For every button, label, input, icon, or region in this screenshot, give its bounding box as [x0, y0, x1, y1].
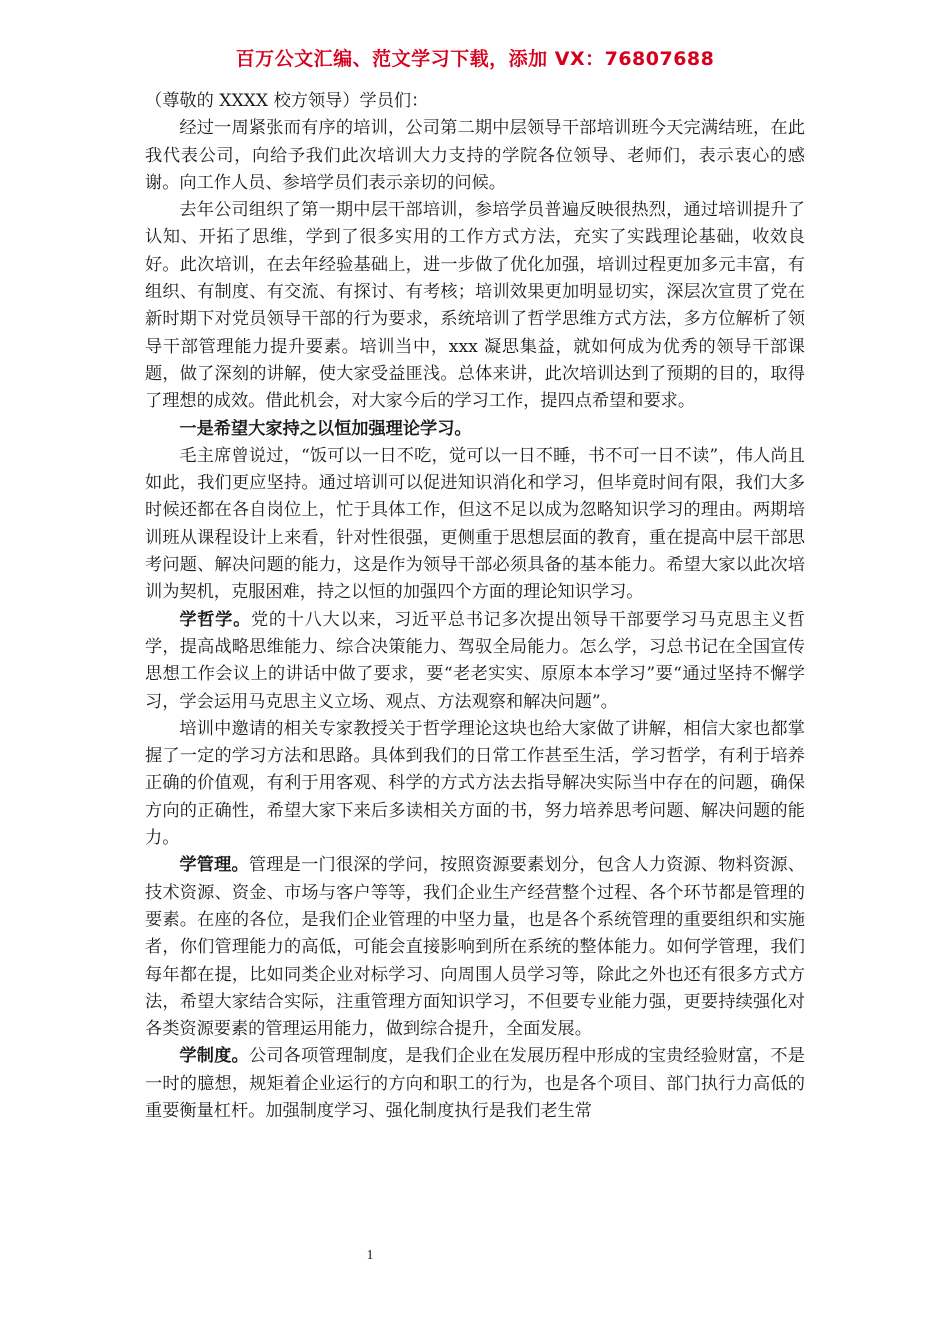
lead-philosophy: 学哲学。 — [179, 609, 251, 630]
paragraph-management-text: 管理是一门很深的学问，按照资源要素划分，包含人力资源、物料资源、技术资源、资金、市场与客户等等，我们企业生产经营整个过程、各个环节都是管理的要素。在座的各位，是我们企业管理的中坚力量，也是各个系统管理的重要组织和实施者，你们管理能力的高低，可能会直接影响到所在系统的整体能力。如何学管理，我们每年都在提，比如同类企业对标学习、向周围人员学习等，除此之外也还有很多方式方法，希望大家结合实际，注重管理方面知识学习，不但要专业能力强，更要持续强化对各类资源要素的管理运用能力，做到综合提升，全面发展。 — [145, 855, 805, 1040]
paragraph-management — [145, 852, 805, 1043]
paragraph-philosophy-training: 培训中邀请的相关专家教授关于哲学理论这块也给大家做了讲解，相信大家也都掌握了一定的学习方法和思路。具体到我们的日常工作甚至生活，学习哲学，有利于培养正确的价值观，有利于用客观、科学的方式方法去指导解决实际当中存在的问题，确保方向的正确性，希望大家下来后多读相关方面的书，努力培养思考问题、解决问题的能力。 — [145, 718, 805, 849]
paragraph-background: 去年公司组织了第一期中层干部培训，参培学员普遍反映很热烈，通过培训提升了认知、开拓了思维，学到了很多实用的工作方式方法，充实了实践理论基础，收效良好。此次培训，在去年经验基础上，进一步做了优化加强，培训过程更加多元丰富，有组织、有制度、有交流、有探讨、有考核；培训效果更加明显切实，深层次宣贯了党在新时期下对党员领导干部的行为要求，系统培训了哲学思维方式方法，多方位解析了领导干部管理能力提升要素。培训当中，xxx 凝思集益，就如何成为优秀的领导干部课题，做了深刻的讲解，使大家受益匪浅。总体来讲，此次培训达到了预期的目的，取得了理想的成效。借此机会，对大家今后的学习工作，提四点希望和要求。 — [145, 200, 805, 412]
paragraph-regulations-text: 公司各项管理制度，是我们企业在发展历程中形成的宝贵经验财富，不是一时的臆想，规矩着企业运行的方向和职工的行为，也是各个项目、部门执行力高低的重要衡量杠杆。加强制度学习、强化制度执行是我们老生常 — [145, 1046, 805, 1121]
paragraph-philosophy-text: 党的十八大以来，习近平总书记多次提出领导干部要学习马克思主义哲学，提高战略思维能力、综合决策能力、驾驭全局能力。怎么学，习总书记在全国宣传思想工作会议上的讲话中做了要求，要“老老实实、原原本本学习”要“通过坚持不懈学习，学会运用马克思主义立场、观点、方法观察和解决问题”。 — [145, 609, 805, 712]
paragraph-philosophy — [145, 607, 805, 716]
paragraph-persistence: 毛主席曾说过，“饭可以一日不吃，觉可以一日不睡，书不可一日不读”，伟人尚且如此，我们更应坚持。通过培训可以促进知识消化和学习，但毕竟时间有限，我们大多时候还都在各自岗位上，忙于具体工作，但这不足以成为忽略知识学习的理由。两期培训班从课程设计上来看，针对性很强，更侧重于思想层面的教育，重在提高中层干部思考问题、解决问题的能力，这是作为领导干部必须具备的基本能力。希望大家以此次培训为契机，克服困难，持之以恒的加强四个方面的理论知识学习。 — [145, 445, 805, 603]
lead-management: 学管理。 — [179, 855, 249, 876]
promo-banner: 百万公文汇编、范文学习下载，添加 VX：76807688 — [235, 48, 715, 70]
section-heading-theory-study: 一是希望大家持之以恒加强理论学习。 — [179, 418, 472, 439]
paragraph-thanks: 经过一周紧张而有序的培训，公司第二期中层领导干部培训班今天完满结班，在此我代表公司，向给予我们此次培训大力支持的学院各位领导、老师们，表示衷心的感谢。向工作人员、参培学员们表示亲切的问候。 — [145, 118, 805, 193]
lead-regulations: 学制度。 — [179, 1046, 249, 1067]
page-number: 1 — [366, 1248, 374, 1263]
salutation: （尊敬的 XXXX 校方领导）学员们： — [145, 91, 429, 111]
document-body — [145, 88, 805, 1125]
paragraph-regulations — [145, 1043, 805, 1125]
